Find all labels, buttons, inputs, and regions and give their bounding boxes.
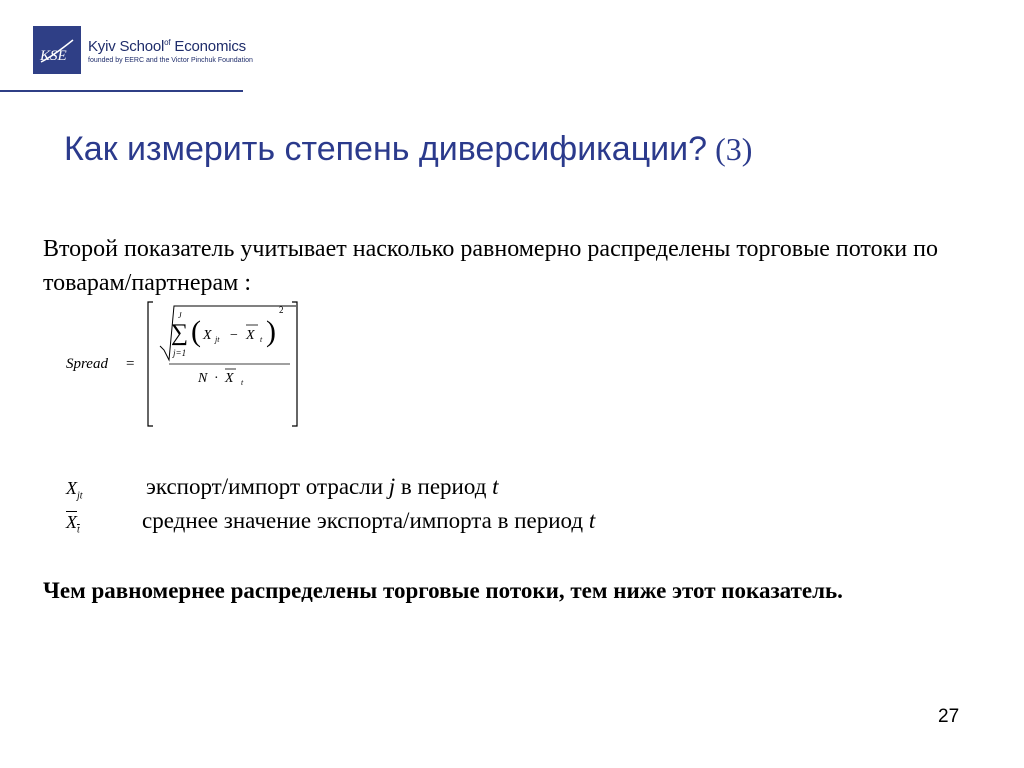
- conclusion-text: Чем равномернее распределены торговые потоки, тем ниже этот показатель.: [43, 578, 843, 603]
- spread-formula-svg: [66, 298, 306, 432]
- num-sub-jt: jt: [215, 335, 220, 344]
- legend-var-t: t: [492, 474, 499, 499]
- legend-var-t2: t: [588, 508, 596, 533]
- logo-name: [88, 38, 253, 55]
- num-minus: −: [230, 328, 238, 343]
- legend-symbol-x: X: [66, 478, 77, 498]
- legend-symbol-xt: [66, 512, 142, 536]
- logo-name-of: of: [164, 38, 171, 47]
- legend-desc-mean: среднее значение экспорта/импорта в период: [142, 508, 589, 533]
- formula-equals: =: [126, 356, 135, 372]
- logo-name-main: Kyiv School: [88, 38, 165, 55]
- intro-text: Второй показатель учитывает насколько равномерно распределены торговые потоки по товарам/партнерам :: [43, 236, 938, 296]
- legend-symbol-x-bar: X: [66, 512, 77, 532]
- logo-subtitle: founded by EERC and the Victor Pinchuk Foundation: [88, 57, 253, 64]
- slide-title-text: Как измерить степень диверсификации?: [64, 130, 708, 168]
- slide-title: [64, 130, 752, 169]
- legend-subscript-t: t: [77, 524, 80, 536]
- legend-desc-export: экспорт/импорт отрасли: [146, 474, 389, 499]
- spread-formula: [66, 298, 306, 432]
- slide-title-number: (3): [707, 131, 753, 167]
- logo-text: [88, 38, 253, 64]
- left-bracket: [148, 302, 153, 426]
- exponent: 2: [279, 305, 284, 315]
- header-divider: [0, 90, 243, 92]
- den-sub: t: [241, 378, 244, 387]
- right-bracket: [292, 302, 297, 426]
- num-x-jt: X: [203, 328, 212, 343]
- sum-lower: j=1: [173, 348, 187, 358]
- legend-symbol-xjt: [66, 478, 146, 502]
- left-paren: (: [191, 315, 201, 348]
- legend-desc-period: в период: [395, 474, 493, 499]
- legend-var-j: j: [388, 474, 396, 499]
- sum-sign: ∑: [171, 320, 189, 346]
- den-x: X: [225, 371, 234, 386]
- num-x-bar: X: [246, 328, 255, 343]
- den-dot: ·: [214, 371, 219, 386]
- den-n: N: [198, 371, 208, 386]
- legend-row-xjt: [66, 474, 499, 502]
- kse-logo-icon: [33, 26, 81, 74]
- legend-row-xt: [66, 508, 595, 536]
- right-paren: ): [266, 315, 276, 348]
- kse-logo-mark: [33, 26, 81, 74]
- logo-name-end: Economics: [170, 38, 246, 55]
- legend-subscript-jt: jt: [77, 490, 83, 502]
- logo-mark-text: KSE: [40, 48, 67, 64]
- slide-number: 27: [938, 706, 960, 727]
- sum-upper: J: [178, 311, 182, 320]
- formula-lhs: Spread: [66, 356, 108, 372]
- num-sub-t: t: [260, 335, 263, 344]
